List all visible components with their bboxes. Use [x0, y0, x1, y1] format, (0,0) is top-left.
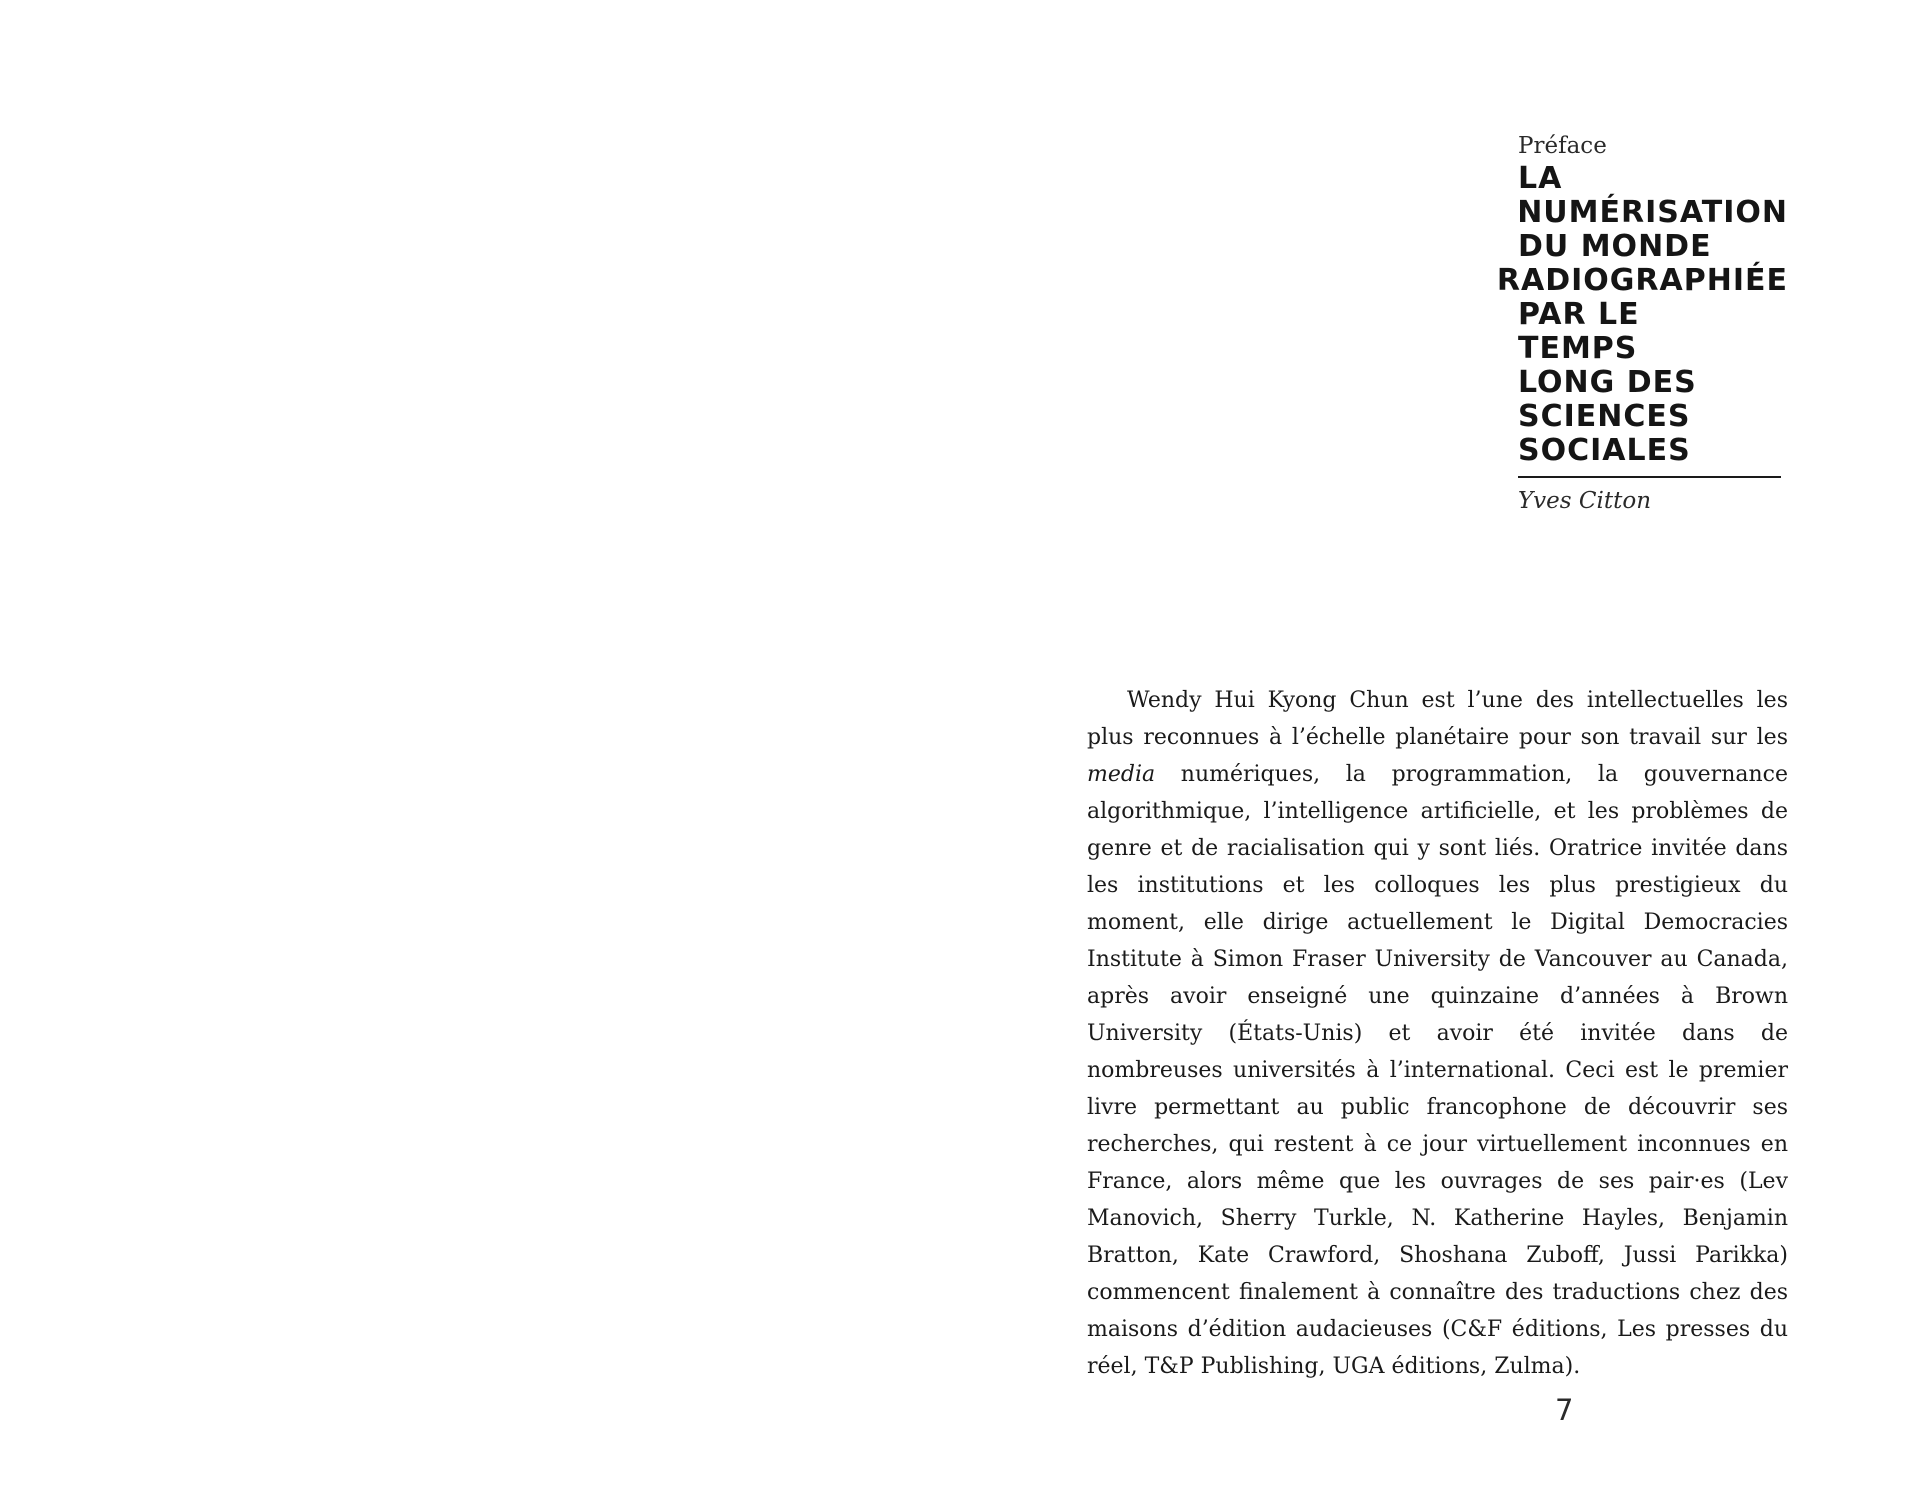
body-text-italic: media	[1087, 762, 1156, 787]
body-text	[1087, 682, 1788, 1385]
author-name: Yves Citton	[1518, 488, 1652, 514]
left-page-blank	[0, 0, 960, 1496]
section-label: Préface	[1518, 133, 1607, 159]
title-line: LONG DES	[1518, 365, 1697, 400]
title-divider	[1518, 476, 1781, 478]
body-text-part1: Wendy Hui Kyong Chun est l’une des intellectuelles les plus reconnues à l’échelle planétaire pour son travail sur les	[1087, 688, 1788, 750]
body-text-part2: numériques, la programmation, la gouvernance algorithmique, l’intelligence artificielle, et les problèmes de genre et de racialisation qui y sont liés. Oratrice invitée dans les institutions et les colloques les plus prestigieux du moment, elle dirige actuellement le Digital Democracies Institute à Simon Fraser University de Vancouver au Canada, après avoir enseigné une quinzaine d’années à Brown University (États-Unis) et avoir été invitée dans de nombreuses universités à l’international. Ceci est le premier livre permettant au public francophone de découvrir ses recherches, qui restent à ce jour virtuellement inconnues en France, alors même que les ouvrages de ses pair·es (Lev Manovich, Sherry Turkle, N. Katherine Hayles, Benjamin Bratton, Kate Crawford, Shoshana Zuboff, Jussi Parikka) commencent finalement à connaître des traductions chez des maisons d’édition audacieuses (C&F éditions, Les presses du réel, T&P Publishing, UGA éditions, Zulma).	[1087, 762, 1788, 1379]
chapter-header	[1496, 132, 1788, 516]
title-line: SCIENCES	[1518, 399, 1691, 434]
title-line: TEMPS	[1518, 331, 1638, 366]
chapter-title	[1474, 162, 1788, 468]
title-line: PAR LE	[1518, 297, 1640, 332]
body-paragraph	[1087, 682, 1788, 1385]
page-number: 7	[1555, 1393, 1574, 1427]
title-line: LA	[1518, 161, 1563, 196]
title-line: RADIOGRAPHIÉE	[1496, 263, 1788, 298]
title-line: DU MONDE	[1518, 229, 1712, 264]
title-line: NUMÉRISATION	[1517, 195, 1788, 230]
right-page	[960, 0, 1921, 1496]
title-line: SOCIALES	[1518, 433, 1691, 468]
